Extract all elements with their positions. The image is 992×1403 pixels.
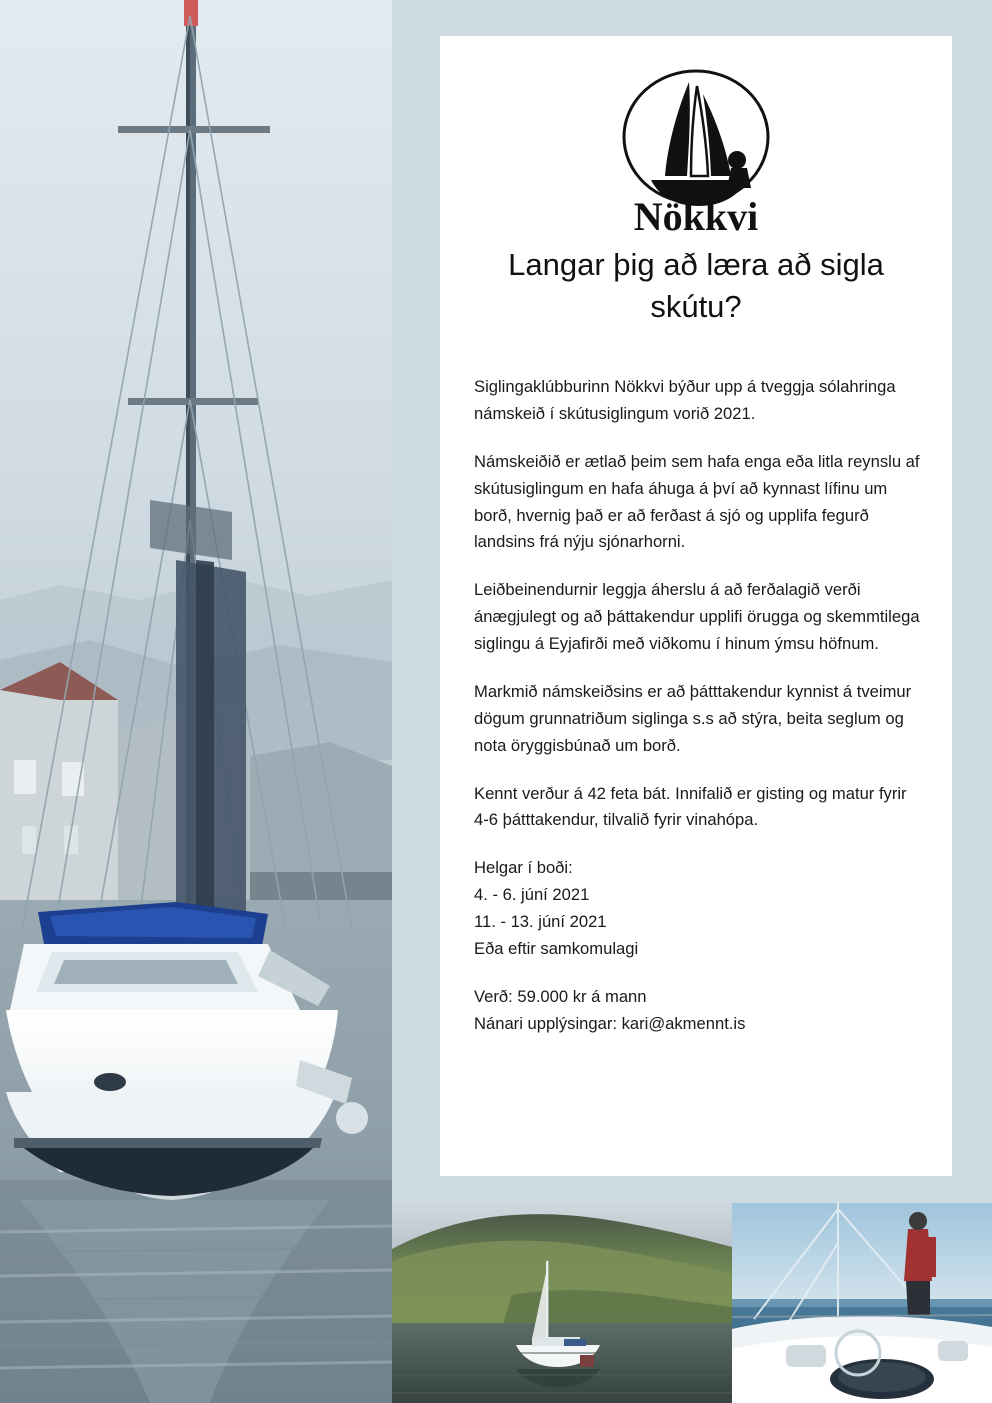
dates-block bbox=[474, 855, 922, 963]
page-title: Langar þig að læra að sigla skútu? bbox=[508, 247, 884, 325]
photo-sailboat-in-fjord bbox=[392, 1203, 732, 1403]
price-line: Verð: 59.000 kr á mann bbox=[474, 986, 647, 1006]
logo-wordmark: Nökkvi bbox=[633, 194, 759, 234]
paragraph-4: Markmið námskeiðsins er að þátttakendur kynnist á tveimur dögum grunnatriðum siglinga s.s að stýra, beita seglum og nota öryggisbúnað um borð. bbox=[474, 681, 912, 755]
contact-line: Nánari upplýsingar: kari@akmennt.is bbox=[474, 1013, 746, 1033]
hero-sailboat-illustration bbox=[0, 0, 392, 1403]
paragraph-1: Siglingaklúbburinn Nökkvi býður upp á tveggja sólahringa námskeið í skútusiglingum vorið 2021. bbox=[474, 377, 896, 423]
poster-content-card bbox=[440, 36, 952, 1176]
date-option-3: Eða eftir samkomulagi bbox=[474, 938, 639, 958]
date-option-1: 4. - 6. júní 2021 bbox=[474, 885, 590, 905]
photo-sailing-deck bbox=[732, 1203, 992, 1403]
sailboat-logo-icon bbox=[571, 64, 821, 234]
paragraph-3: Leiðbeinendurnir leggja áherslu á að ferðalagið verði ánægjulegt og að þáttakendur upplifi örugga og skemmtilega siglingu á Eyjafirði með viðkomu í hinum ýmsu höfnum. bbox=[474, 580, 920, 653]
dates-label: Helgar í boði: bbox=[474, 858, 573, 878]
body-copy bbox=[474, 374, 922, 1038]
paragraph-2: Námskeiðið er ætlað þeim sem hafa enga eða litla reynslu af skútusiglingum en hafa áhuga á því að kynnast lífinu um borð, hvernig það er að ferðast á sjó og upplifa fegurð landsins frá nýju sjónarhorni. bbox=[474, 451, 920, 552]
price-and-contact bbox=[474, 984, 922, 1038]
club-logo bbox=[440, 64, 952, 239]
paragraph-5: Kennt verður á 42 feta bát. Innifalið er gisting og matur fyrir 4-6 þátttakendur, tilvalið fyrir vinahópa. bbox=[474, 783, 907, 830]
date-option-2: 11. - 13. júní 2021 bbox=[474, 912, 607, 931]
